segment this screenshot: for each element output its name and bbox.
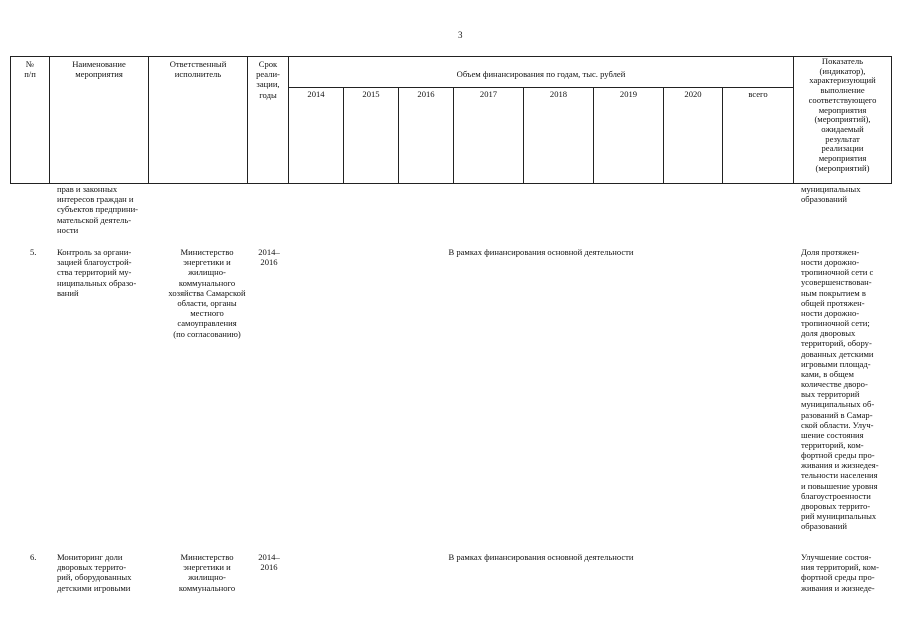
- text-line: детскими игровыми: [57, 582, 131, 593]
- text-line: ниципальных образо-: [57, 277, 137, 288]
- year-2018: 2018: [549, 89, 568, 99]
- text-line: энергетики и: [183, 562, 231, 573]
- header-executor: Ответственный исполнитель: [169, 59, 227, 80]
- text-line: ками, в общем: [801, 368, 854, 379]
- text-line: рий муниципальных: [801, 511, 877, 522]
- year-2019: 2019: [619, 89, 638, 99]
- text-line: Доля протяжен-: [801, 247, 860, 257]
- text-line: дворовых террито-: [57, 562, 127, 573]
- text-line: фортной среды про-: [801, 450, 875, 461]
- row-name: [57, 552, 146, 593]
- text-line: жилищно-: [188, 572, 226, 583]
- text-line: общей протяжен-: [801, 297, 865, 308]
- text-line: игровыми площад-: [801, 358, 871, 369]
- header-name: Наименование мероприятия: [72, 59, 126, 80]
- text-line: Улучшение состоя-: [801, 552, 872, 562]
- year-2015: 2015: [362, 89, 380, 99]
- text-line: хозяйства Самарской: [168, 287, 246, 298]
- text-line: жилищно-: [188, 267, 226, 278]
- text-line: 2016: [260, 562, 278, 573]
- year-2016: 2016: [417, 89, 435, 99]
- text-line: интересов граждан и: [57, 194, 134, 205]
- row-name: [57, 247, 146, 298]
- text-line: ности дорожно-: [801, 257, 860, 268]
- page-number: 3: [458, 30, 463, 40]
- text-line: местного: [190, 308, 224, 319]
- text-line: мательской деятель-: [57, 214, 132, 225]
- text-line: фортной среды про-: [801, 572, 875, 583]
- row-indicator: [801, 247, 891, 531]
- year-2020: 2020: [684, 89, 702, 99]
- text-line: прав и законных: [57, 184, 118, 194]
- text-line: ным покрытием в: [801, 287, 866, 298]
- row-executor: [152, 247, 262, 339]
- row-term: [251, 247, 287, 267]
- text-line: муниципальных об-: [801, 399, 875, 410]
- header-funding: Объем финансирования по годам, тыс. рублей: [456, 69, 626, 79]
- text-line: количестве дворо-: [801, 379, 868, 390]
- text-line: субъектов предприни-: [57, 204, 139, 215]
- text-line: благоустроенности: [801, 490, 871, 501]
- header-term: Срок реали- зации, годы: [256, 59, 280, 100]
- text-line: живания и жизнедея-: [801, 460, 879, 471]
- text-line: живания и жизнеде-: [801, 582, 875, 593]
- row-funding: В рамках финансирования основной деятельности: [448, 247, 634, 257]
- text-line: ваний: [57, 287, 79, 298]
- text-line: ской области. Улуч-: [801, 419, 874, 430]
- text-line: Мониторинг доли: [57, 552, 123, 562]
- text-line: коммунального: [178, 277, 236, 288]
- text-line: разований в Самар-: [801, 409, 873, 420]
- text-line: (по согласованию): [173, 328, 241, 339]
- text-line: области, органы: [177, 298, 237, 309]
- text-line: самоуправления: [177, 318, 237, 329]
- row-executor: [152, 552, 262, 593]
- row-funding: В рамках финансирования основной деятельности: [448, 552, 634, 562]
- text-line: территорий, ком-: [801, 439, 864, 450]
- text-line: Министерство: [180, 247, 234, 257]
- year-2017: 2017: [479, 89, 498, 99]
- text-line: усовершенствован-: [801, 277, 872, 288]
- continued-indicator: [801, 184, 891, 204]
- text-line: дворовых террито-: [801, 500, 871, 511]
- text-line: ния территорий, ком-: [801, 562, 879, 573]
- row-number: 5.: [30, 247, 37, 257]
- continued-name: [57, 184, 146, 235]
- text-line: ности: [57, 224, 79, 235]
- year-2014: 2014: [307, 89, 325, 99]
- text-line: коммунального: [178, 582, 236, 593]
- text-line: 2014–: [258, 247, 280, 257]
- text-line: ности дорожно-: [801, 307, 860, 318]
- text-line: ства территорий му-: [57, 267, 132, 278]
- text-line: шение состояния: [801, 429, 864, 440]
- text-line: дованных детскими: [801, 348, 874, 359]
- text-line: рий, оборудованных: [57, 572, 132, 583]
- row-number: 6.: [30, 552, 37, 562]
- text-line: энергетики и: [183, 257, 231, 268]
- text-line: муниципальных: [801, 184, 861, 194]
- text-line: 2014–: [258, 552, 280, 562]
- text-line: 2016: [260, 257, 278, 268]
- year-total: всего: [748, 89, 768, 99]
- text-line: тельности населения: [801, 470, 878, 481]
- header-indicator: Показатель (индикатор), характеризующий выполнение соответствующего мероприятия (мероприятий), ожидаемый результат реализации мероприятия (мероприятий): [808, 56, 877, 173]
- text-line: доля дворовых: [801, 328, 856, 339]
- text-line: тропиночной сети с: [801, 267, 874, 278]
- text-line: тропиночной сети;: [801, 318, 870, 329]
- text-line: территорий, обору-: [801, 338, 872, 349]
- text-line: Контроль за органи-: [57, 247, 132, 257]
- text-line: Министерство: [180, 552, 234, 562]
- text-line: и повышение уровня: [801, 480, 878, 491]
- text-line: образований: [801, 521, 847, 532]
- header-number: № п/п: [24, 59, 36, 80]
- text-line: образований: [801, 194, 847, 205]
- text-line: зацией благоустрой-: [57, 257, 132, 268]
- row-indicator: [801, 552, 891, 593]
- text-line: вых территорий: [801, 389, 860, 400]
- row-term: [251, 552, 287, 572]
